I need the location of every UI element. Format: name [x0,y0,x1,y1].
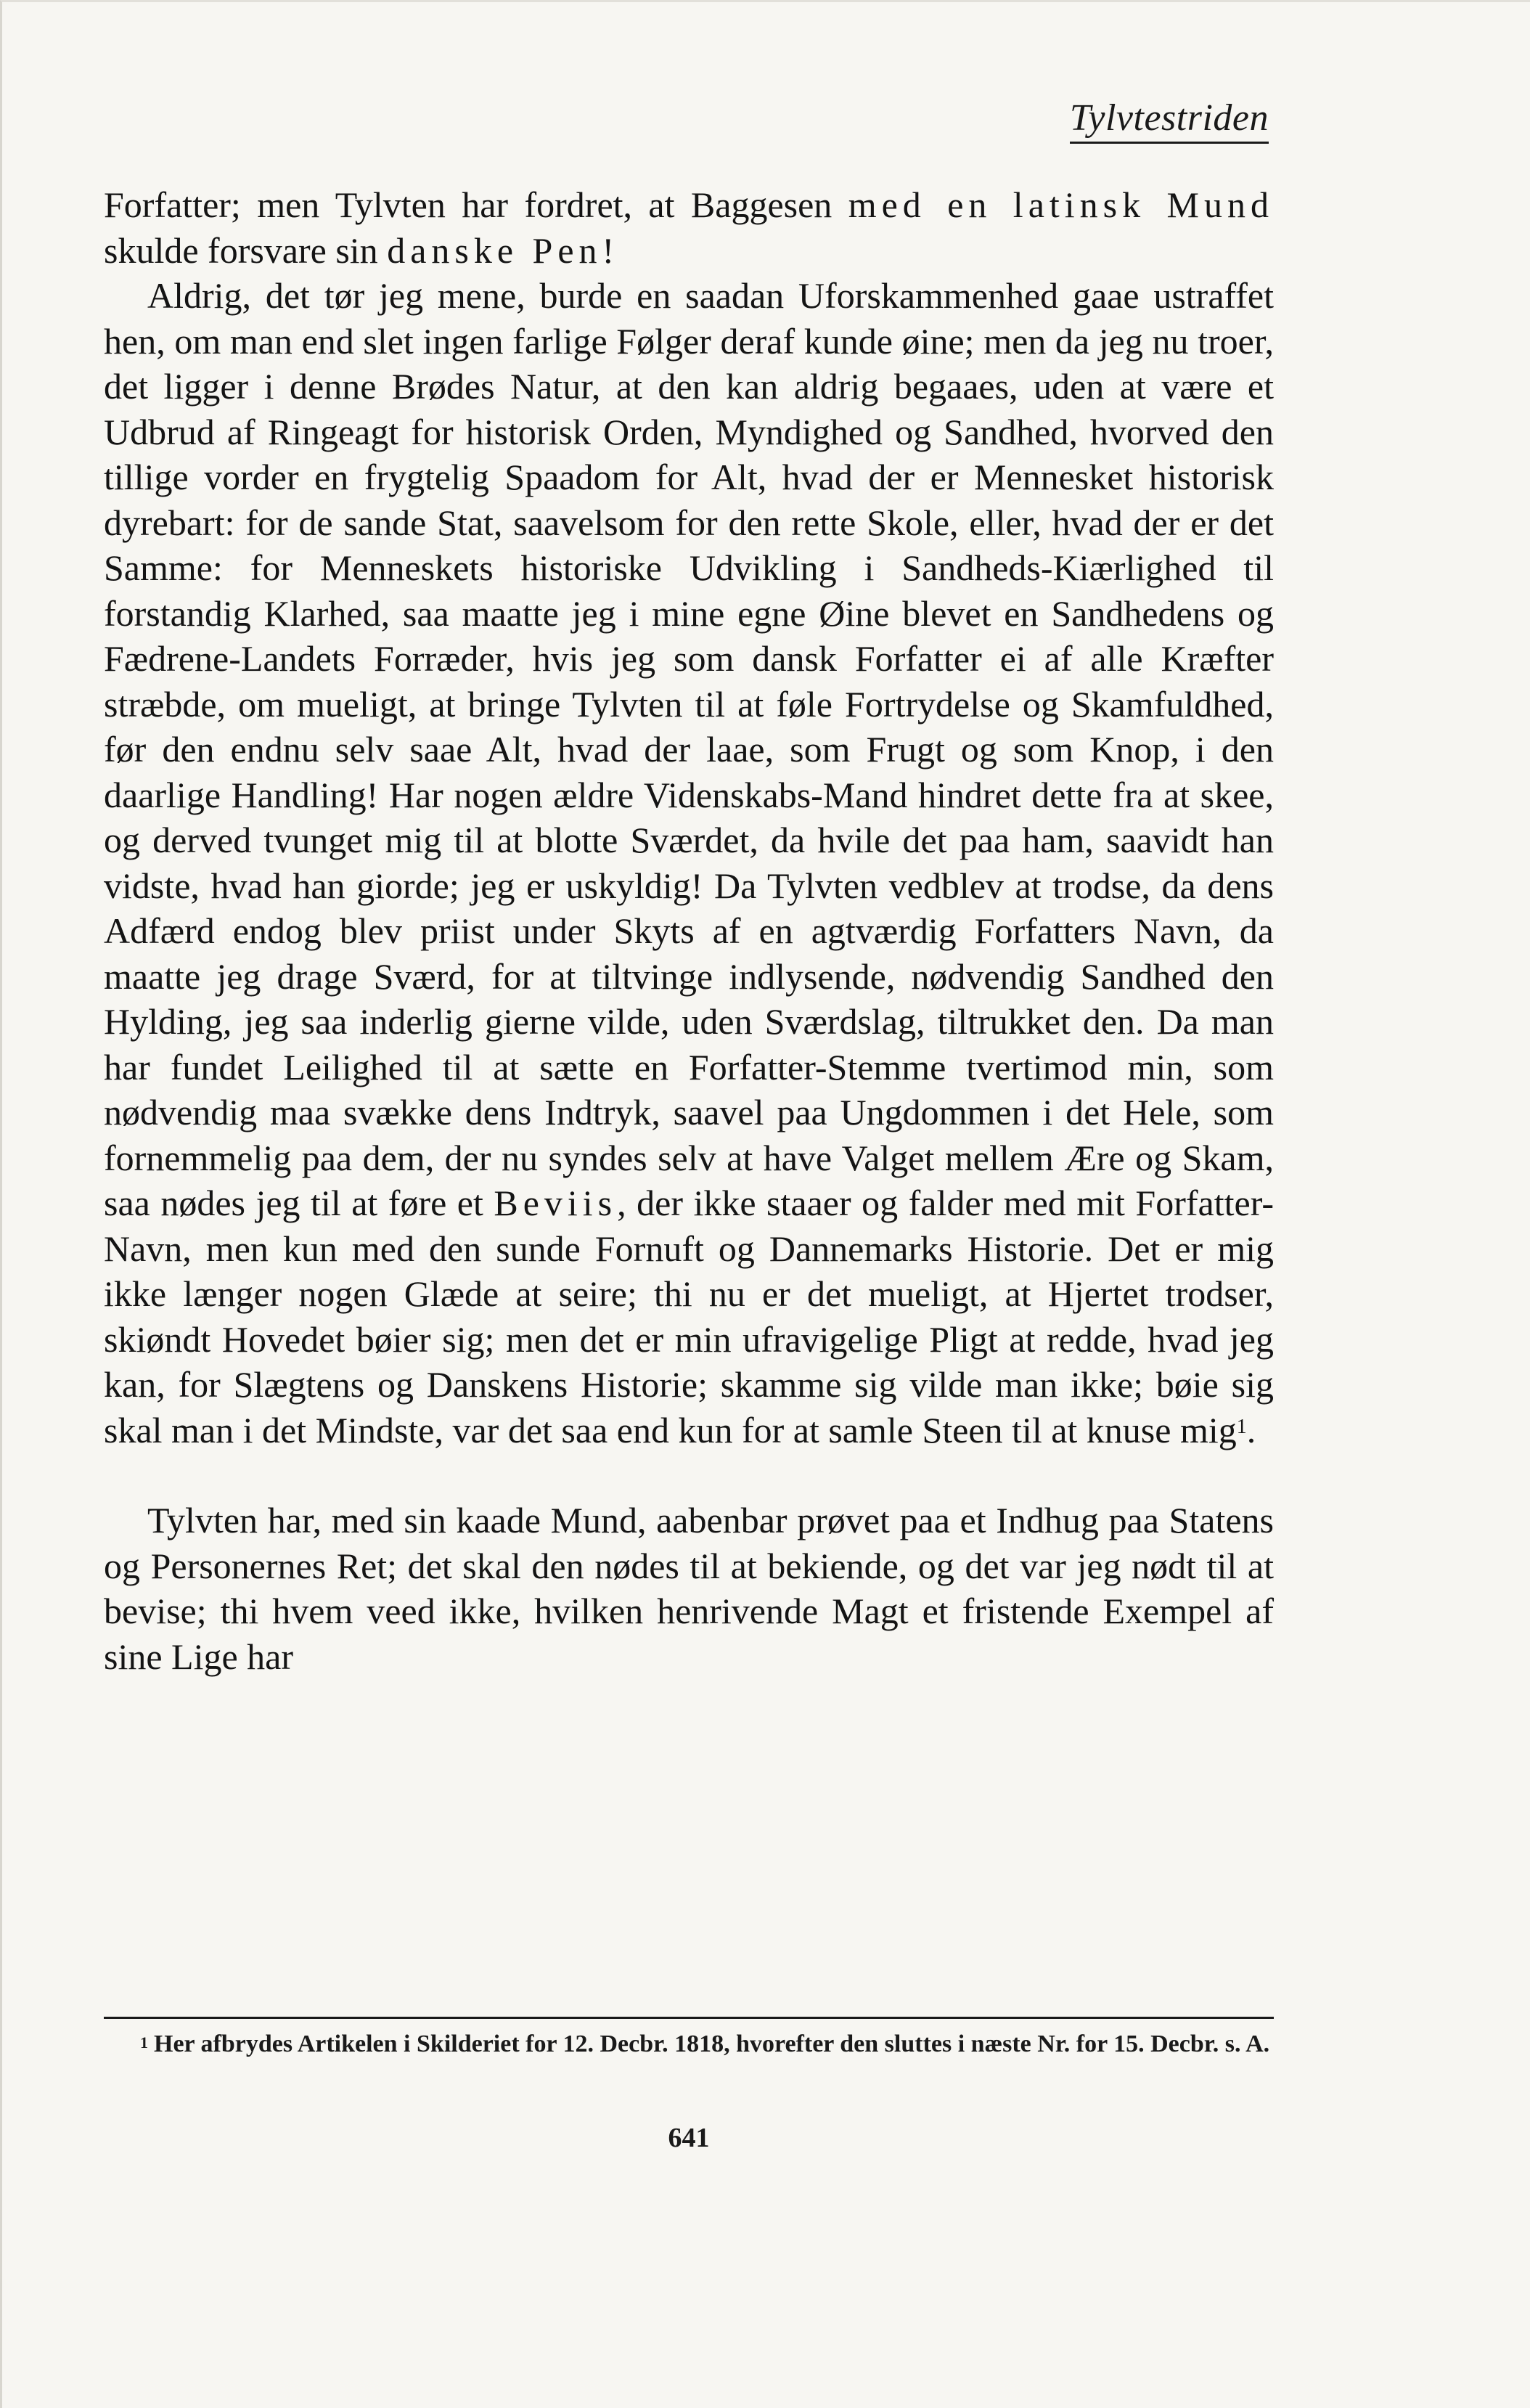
text-run: Tylvten har, med sin kaade Mund, aabenbar prøvet paa et Indhug paa Statens og Personernes Ret; det skal den nødes til at bekiende, og det var jeg nødt til at bevise; thi hvem veed ikke, hvilken henrivende Magt et fristende Exempel af sine Lige har [104,1500,1274,1677]
text-run: Forfatter; men Tylvten har fordret, at Baggesen [104,184,848,225]
footnote-ref: 1 [1236,1415,1247,1438]
footnote-marker: 1 [140,2033,148,2052]
footnote [104,2028,1274,2061]
spaced-emphasis: med en latinsk Mund [848,184,1274,225]
text-run: Aldrig, det tør jeg mene, burde en saadan Uforskammenhed gaae ustraffet hen, om man end slet ingen farlige Følger deraf kunde øine; men da jeg nu troer, det ligger i denne Brødes Natur, at den kan aldrig begaaes, uden at være et Udbrud af Ringeagt for historisk Orden, Myndighed og Sandhed, hvorved den tillige vorder en frygtelig Spaadom for Alt, hvad der er Mennesket historisk dyrebart: for de sande Stat, saavelsom for den rette Skole, eller, hvad der er det Samme: for Menneskets historiske Udvikling i Sandheds-Kiærlighed til forstandig Klarhed, saa maatte jeg i mine egne Øine blevet en Sandhedens og Fædrene-Landets Forræder, hvis jeg som dansk Forfatter ei af alle Kræfter stræbde, om mueligt, at bringe Tylvten til at føle Fortrydelse og Skamfuldhed, før den endnu selv saae Alt, hvad der laae, som Frugt og som Knop, i den daarlige Handling! Har nogen ældre Videnskabs-Mand hindret dette fra at skee, og derved tvunget mig til at blotte Sværdet, da hvile det paa ham, saavidt han vidste, hvad han giorde; jeg er uskyldig! Da Tylvten vedblev at trodse, da dens Adfærd endog blev priist under Skyts af en agtværdig Forfatters Navn, da maatte jeg drage Sværd, for at tiltvinge indlysende, nødvendig Sandhed den Hylding, jeg saa inderlig gierne vilde, uden Sværdslag, tiltrukket den. Da man har fundet Leilighed til at sætte en Forfatter-Stemme tvertimod min, som nødvendig maa svække dens Indtryk, saavel paa Ungdommen i det Hele, som fornemmelig paa dem, der nu syndes selv at have Valget mellem Ære og Skam, saa nødes jeg til at føre et [104,275,1274,1223]
text-run: , der ikke staaer og falder med mit Forfatter-Navn, men kun med den sunde Fornuft og Dannemarks Historie. Det er mig ikke længer nogen Glæde at seire; thi nu er det mueligt, at Hjertet trodser, skiøndt Hovedet bøier sig; men det er min ufravigelige Pligt at redde, hvad jeg kan, for Slægtens og Danskens Historie; skamme sig vilde man ikke; bøie sig skal man i det Mindste, var det saa end kun for at samle Steen til at knuse mig [104,1183,1274,1450]
paragraph-2 [104,273,1274,1453]
spaced-emphasis: danske Pen [387,229,602,271]
body-text [104,182,1274,1679]
text-run: skulde forsvare sin [104,229,388,271]
footnote-text: Her afbrydes Artikelen i Skilderiet for 12. Decbr. 1818, hvorefter den sluttes i næste Nr. for 15. Decbr. s. A. [154,2031,1270,2057]
running-head: Tylvtestriden [1070,97,1269,144]
paragraph-1 [104,182,1274,273]
page-number: 641 [668,2123,710,2153]
text-run: ! [602,229,615,271]
footnote-rule [104,2017,1274,2019]
paragraph-3 [104,1498,1274,1679]
text-run: . [1246,1409,1256,1450]
spaced-emphasis: Beviis [494,1183,618,1223]
